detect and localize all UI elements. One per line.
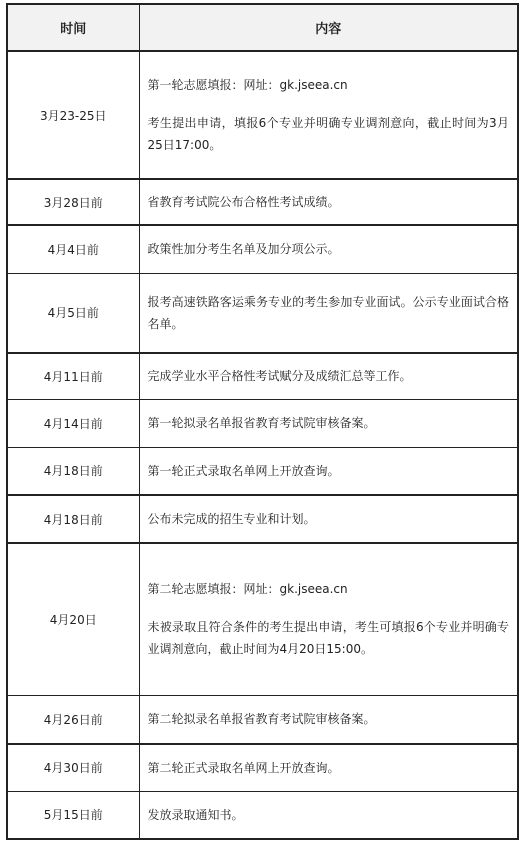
table-row — [7, 273, 518, 353]
row-content-line: 公布未完成的招生专业和计划。 — [147, 512, 316, 526]
row-content-line: 发放录取通知书。 — [147, 807, 244, 822]
row-content — [139, 744, 518, 791]
table-row — [7, 447, 518, 495]
table-row — [7, 225, 518, 273]
row-time: 3月28日前 — [7, 179, 139, 225]
schedule-table — [6, 3, 519, 840]
table-row — [7, 179, 518, 225]
row-content — [139, 447, 518, 495]
table-row — [7, 51, 518, 179]
row-time: 3月23-25日 — [7, 51, 139, 179]
row-content-line: 完成学业水平合格性考试赋分及成绩汇总等工作。 — [147, 369, 412, 384]
row-time: 4月11日前 — [7, 353, 139, 399]
row-content-line: 报考高速铁路客运乘务专业的考生参加专业面试。公示专业面试合格名单。 — [147, 294, 509, 331]
row-time: 4月20日 — [7, 543, 139, 695]
row-content-line: 未被录取且符合条件的考生提出申请，考生可填报6个专业并明确专业调剂意向，截止时间为4月20日15:00。 — [147, 620, 509, 657]
row-content — [139, 51, 518, 179]
row-time: 4月30日前 — [7, 744, 139, 791]
row-content — [139, 399, 518, 447]
row-content — [139, 353, 518, 399]
row-content — [139, 179, 518, 225]
table-row — [7, 543, 518, 695]
row-content — [139, 695, 518, 744]
row-content-line: 第一轮志愿填报：网址：gk.jseea.cn — [147, 78, 348, 92]
table-row — [7, 695, 518, 744]
row-time: 4月26日前 — [7, 695, 139, 744]
header-time: 时间 — [7, 4, 139, 51]
row-time: 4月14日前 — [7, 399, 139, 447]
row-content — [139, 495, 518, 543]
row-content-line: 政策性加分考生名单及加分项公示。 — [147, 242, 340, 257]
row-time: 4月4日前 — [7, 225, 139, 273]
table-row — [7, 744, 518, 791]
row-content — [139, 273, 518, 353]
table-row — [7, 495, 518, 543]
header-content: 内容 — [139, 4, 518, 51]
row-content-line: 考生提出申请，填报6个专业并明确专业调剂意向，截止时间为3月25日17:00。 — [147, 116, 509, 152]
row-content-line: 第一轮拟录名单报省教育考试院审核备案。 — [147, 416, 376, 430]
row-time: 5月15日前 — [7, 791, 139, 839]
row-content — [139, 543, 518, 695]
row-time: 4月18日前 — [7, 495, 139, 543]
row-content-line: 第二轮正式录取名单网上开放查询。 — [147, 760, 340, 775]
row-time: 4月18日前 — [7, 447, 139, 495]
table-row — [7, 353, 518, 399]
row-content — [139, 225, 518, 273]
table-header-row — [7, 4, 518, 51]
row-content — [139, 791, 518, 839]
row-content-line: 省教育考试院公布合格性考试成绩。 — [147, 195, 340, 209]
row-time: 4月5日前 — [7, 273, 139, 353]
row-content-line: 第二轮拟录名单报省教育考试院审核备案。 — [147, 712, 376, 727]
table-row — [7, 399, 518, 447]
table-row — [7, 791, 518, 839]
row-content-line: 第一轮正式录取名单网上开放查询。 — [147, 463, 340, 478]
row-content-line: 第二轮志愿填报：网址：gk.jseea.cn — [147, 582, 348, 597]
